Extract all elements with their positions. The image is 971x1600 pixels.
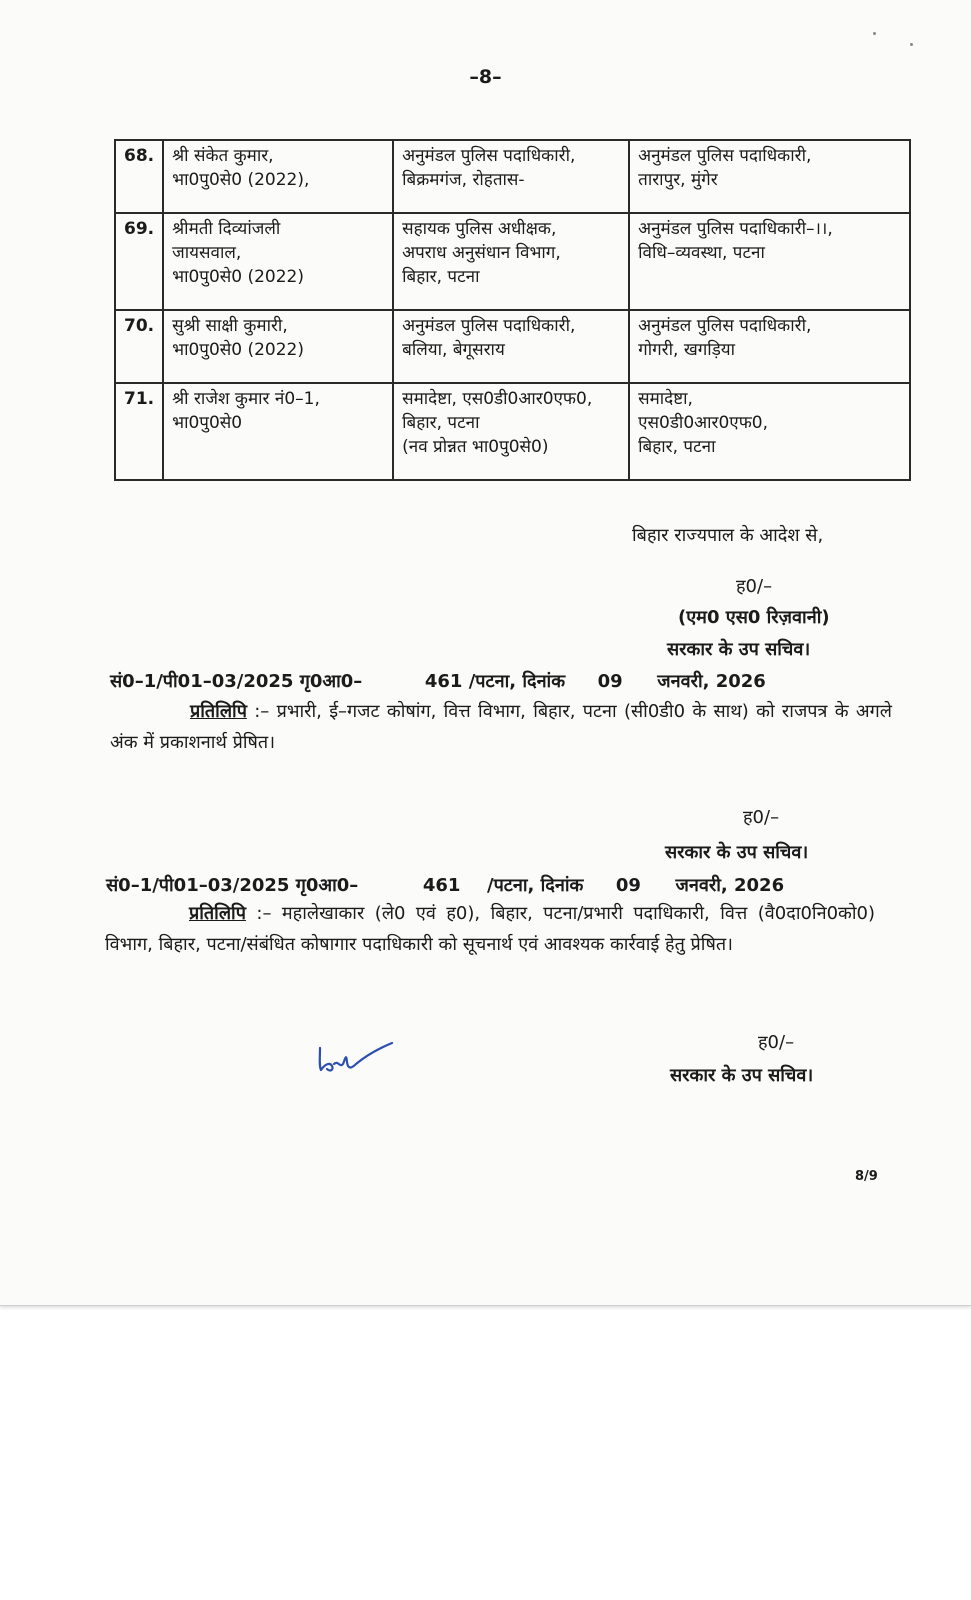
order-line: बिहार राज्यपाल के आदेश से, [632,525,824,546]
new-posting: अनुमंडल पुलिस पदाधिकारी–।।, विधि–व्यवस्था, पटना [629,213,910,310]
copy-text: :– महालेखाकार (ले0 एवं ह0), बिहार, पटना/प्रभारी पदाधिकारी, वित्त (वै0दा0नि0को0) विभाग, बिहार, पटना/संबंधित कोषागार पदाधिकारी को सूचनार्थ एवं आवश्यक कार्रवाई हेतु प्रेषित। [105,903,875,955]
memo-number: 461 [424,671,463,692]
signatory-name: (एम0 एस0 रिज़वानी) [678,607,830,628]
copy-label: प्रतिलिपि [190,701,247,722]
signed-mark: ह0/– [743,807,780,828]
signed-mark: ह0/– [736,576,773,597]
serial-number: 71. [115,383,163,480]
signatory-designation: सरकार के उप सचिव। [670,1065,814,1086]
copy-paragraph-2 [105,898,875,960]
memo-place-date: /पटना, दिनांक [468,671,566,692]
current-posting: सहायक पुलिस अधीक्षक, अपराध अनुसंधान विभाग, बिहार, पटना [393,213,629,310]
new-posting: अनुमंडल पुलिस पदाधिकारी, तारापुर, मुंगेर [629,140,910,213]
page-number: –8– [469,66,502,88]
copy-paragraph-1 [110,696,892,758]
memo-reference-line [110,669,766,693]
table-row [115,140,910,213]
memo-day: 09 [615,875,641,896]
memo-month-year: जनवरी, 2026 [675,875,785,896]
copy-label: प्रतिलिपि [189,903,246,924]
memo-number: 461 [422,875,461,896]
serial-number: 68. [115,140,163,213]
memo-place-date: /पटना, दिनांक [487,875,584,896]
current-posting: समादेष्टा, एस0डी0आर0एफ0, बिहार, पटना (नव प्रोन्नत भा0पु0से0) [393,383,629,480]
memo-day: 09 [597,671,623,692]
officer-name: श्रीमती दिव्यांजली जायसवाल, भा0पु0से0 (2022) [163,213,393,310]
memo-reference-line [106,873,784,897]
new-posting: अनुमंडल पुलिस पदाधिकारी, गोगरी, खगड़िया [629,310,910,383]
signatory-designation: सरकार के उप सचिव। [667,639,811,660]
memo-ref-no: सं0–1/पी01–03/2025 गृ0आ0– [106,875,359,896]
page-count: 8/9 [855,1169,878,1184]
current-posting: अनुमंडल पुलिस पदाधिकारी, बिक्रमगंज, रोहतास- [393,140,629,213]
memo-ref-no: सं0–1/पी01–03/2025 गृ0आ0– [110,671,363,692]
signatory-designation: सरकार के उप सचिव। [665,842,809,863]
new-posting: समादेष्टा, एस0डी0आर0एफ0, बिहार, पटना [629,383,910,480]
transfer-table [114,139,911,481]
officer-name: श्री राजेश कुमार नं0–1, भा0पु0से0 [163,383,393,480]
officer-name: श्री संकेत कुमार, भा0पु0से0 (2022), [163,140,393,213]
copy-text: :– प्रभारी, ई–गजट कोषांग, वित्त विभाग, बिहार, पटना (सी0डी0 के साथ) को राजपत्र के अगले अंक में प्रकाशनार्थ प्रेषित। [110,701,892,753]
handwritten-signature-icon [316,1040,396,1080]
current-posting: अनुमंडल पुलिस पदाधिकारी, बलिया, बेगूसराय [393,310,629,383]
serial-number: 70. [115,310,163,383]
table-row [115,310,910,383]
signed-mark: ह0/– [758,1032,795,1053]
table-row [115,383,910,480]
serial-number: 69. [115,213,163,310]
table-row [115,213,910,310]
memo-month-year: जनवरी, 2026 [657,671,766,692]
scan-speck [910,43,913,46]
officer-name: सुश्री साक्षी कुमारी, भा0पु0से0 (2022) [163,310,393,383]
scan-speck [873,32,876,35]
